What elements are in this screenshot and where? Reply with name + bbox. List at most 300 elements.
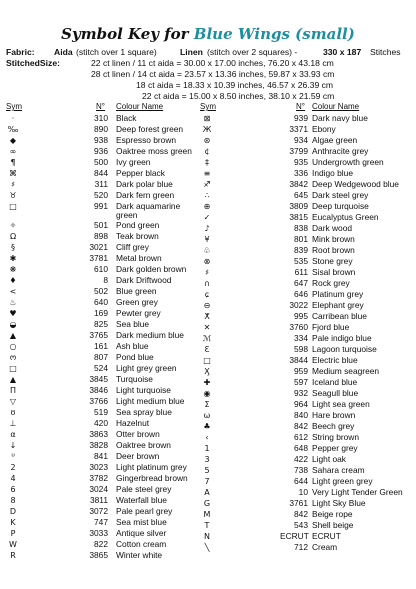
symbol-icon: ⊗ [203,257,211,266]
color-number: 646 [294,289,308,299]
size-line: 22 ct aida = 15.00 x 8.50 inches, 38.10 x 21.59 cm [142,91,335,101]
color-row [200,399,410,410]
symbol-icon: ᓑ [11,452,15,461]
left-column-header [6,102,206,112]
color-name: Turquoise [116,374,153,384]
color-name: Black [116,113,137,123]
symbol-icon: ⊖ [203,301,211,310]
symbol-icon: R [10,551,16,560]
symbol-icon: G [203,499,211,508]
symbol-icon: ¥ [204,235,210,244]
fabric-linen-detail: (stitch over 2 squares) - [207,47,298,57]
symbol-icon: ✕ [203,323,211,332]
color-name: Hare brown [312,410,356,420]
color-row [6,374,206,385]
color-row [200,476,410,487]
color-number: 3072 [89,506,108,516]
fabric-linen: Linen [180,47,203,57]
color-row [200,542,410,553]
size-line: 18 ct aida = 18.33 x 10.39 inches, 46.57 x 26.39 cm [136,80,334,90]
color-name: Sea mist blue [116,517,167,527]
color-number: 610 [94,264,108,274]
symbol-icon: ♯ [205,268,209,277]
color-row [6,253,206,264]
color-row [200,256,410,267]
stitch-unit: Stitches [370,47,401,57]
color-number: 422 [294,454,308,464]
color-name: Blue green [116,286,157,296]
color-number: 839 [294,245,308,255]
color-name: Pewter grey [116,308,161,318]
color-row [200,520,410,531]
symbol-icon: ო [9,353,17,362]
fabric-info [6,47,412,102]
symbol-icon: N [204,532,210,541]
color-number: 898 [94,231,108,241]
symbol-icon: ○ [9,342,17,351]
color-number: 3844 [289,355,308,365]
size-line: 28 ct linen / 14 ct aida = 23.57 x 13.36 inches, 59.87 x 33.93 cm [91,69,335,79]
header-name: Colour Name [312,102,360,111]
color-row [200,157,410,168]
color-name: Electric blue [312,355,358,365]
symbol-icon: A [204,488,210,497]
symbol-icon: ◒ [9,320,17,329]
color-name: Gingerbread brown [116,473,188,483]
color-number: ECRUT [280,531,309,541]
color-row [200,465,410,476]
symbol-icon: D [9,507,17,516]
color-number: 3371 [289,124,308,134]
color-row [6,220,206,231]
symbol-icon: Π [9,386,16,395]
color-name: Pepper black [116,168,165,178]
symbol-icon: ⊠ [203,114,211,123]
size-row [6,91,412,102]
symbol-icon: 6 [10,485,16,494]
color-row [6,330,206,341]
color-name: Shell beige [312,520,354,530]
color-number: 543 [294,520,308,530]
color-number: 932 [294,388,308,398]
color-number: 825 [94,319,108,329]
color-number: 420 [94,418,108,428]
color-number: 935 [294,157,308,167]
color-number: 995 [294,311,308,321]
symbol-icon: ▲ [9,331,17,340]
color-number: 3815 [289,212,308,222]
symbol-icon: 5 [204,466,210,475]
symbol-icon: ◉ [203,389,211,398]
color-row [6,242,206,253]
color-name: Dark aquamarine green [116,201,181,220]
color-name: Deer brown [116,451,160,461]
color-name: Indigo blue [312,168,353,178]
color-row [6,231,206,242]
color-number: 644 [294,476,308,486]
color-row [6,429,206,440]
color-row [6,124,206,135]
color-number: 934 [294,135,308,145]
color-number: 939 [294,113,308,123]
color-name: Pale indigo blue [312,333,372,343]
color-row [200,355,410,366]
color-name: Dark wood [312,223,353,233]
color-row [200,377,410,388]
color-row [200,245,410,256]
color-row [200,344,410,355]
color-row [200,300,410,311]
header-num: N° [296,102,305,111]
color-name: Pepper grey [312,443,358,453]
color-row [200,366,410,377]
symbol-icon: ♯ [11,180,15,189]
color-name: Teak brown [116,231,159,241]
color-number: 3761 [289,498,308,508]
color-number: 3023 [89,462,108,472]
color-number: 844 [94,168,108,178]
color-name: Dark golden brown [116,264,187,274]
fabric-aida: Aida [54,47,73,57]
color-row [200,135,410,146]
color-row [6,264,206,275]
color-name: Eucalyptus Green [312,212,379,222]
symbol-icon: ♉ [9,191,17,200]
symbol-icon: ⵅ [204,312,210,321]
color-row [200,168,410,179]
color-name: Light green grey [312,476,373,486]
color-number: 640 [94,297,108,307]
color-row [6,539,206,550]
color-number: 519 [94,407,108,417]
color-number: 597 [294,377,308,387]
color-name: Medium seagreen [312,366,380,376]
color-name: Dark navy blue [312,113,368,123]
color-name: ECRUT [312,531,341,541]
symbol-icon: ↓ [9,441,17,450]
color-row [6,168,206,179]
symbol-icon: ✓ [203,213,211,222]
color-name: Anthracite grey [312,146,369,156]
color-row [6,352,206,363]
color-row [200,498,410,509]
color-name: Deep turquoise [312,201,369,211]
color-number: 336 [294,168,308,178]
symbol-icon: ✚ [203,378,211,387]
color-name: Lagoon turquoise [312,344,377,354]
color-number: 3024 [89,484,108,494]
color-name: Cotton cream [116,539,167,549]
color-name: Ash blue [116,341,149,351]
color-row [200,179,410,190]
symbol-icon: Ӽ [204,367,210,376]
symbol-icon: 2 [10,463,16,472]
color-row [200,421,410,432]
color-name: Oaktree brown [116,440,171,450]
symbol-icon: □ [203,356,211,365]
symbol-icon: ℳ [202,334,212,343]
symbol-icon: ∩ [204,279,210,288]
symbol-icon: ⊥ [9,419,17,428]
symbol-icon: ⌘ [9,169,17,178]
color-number: 10 [298,487,308,497]
color-row [200,223,410,234]
color-name: Deep forest green [116,124,184,134]
color-name: Light medium blue [116,396,185,406]
color-name: Carribean blue [312,311,367,321]
color-name: Cream [312,542,338,552]
color-row [200,124,410,135]
color-row [200,289,410,300]
symbol-icon: ♐ [203,180,211,189]
color-number: 3863 [89,429,108,439]
color-row [6,440,206,451]
color-number: 3766 [89,396,108,406]
color-row [200,322,410,333]
color-name: Rock grey [312,278,350,288]
color-name: Winter white [116,550,163,560]
stitch-count: 330 x 187 [323,47,362,57]
symbol-icon: ω [203,411,211,420]
color-row [200,487,410,498]
color-name: Stone grey [312,256,353,266]
color-name: Green grey [116,297,158,307]
color-row [6,146,206,157]
symbol-icon: ✱ [9,254,17,263]
color-row [200,201,410,212]
color-number: 3828 [89,440,108,450]
color-name: Root brown [312,245,355,255]
page-title [0,25,416,43]
color-name: Light sea green [312,399,370,409]
color-number: 520 [94,190,108,200]
color-row [6,135,206,146]
color-number: 3781 [89,253,108,263]
color-number: 841 [94,451,108,461]
color-name: Very Light Tender Green [312,487,403,497]
color-row [200,278,410,289]
color-row [200,432,410,443]
symbol-icon: ⊛ [203,136,211,145]
symbol-icon: T [204,521,210,530]
color-number: 3846 [89,385,108,395]
color-row [200,509,410,520]
color-number: 500 [94,157,108,167]
symbol-icon: P [10,529,16,538]
color-name: Elephant grey [312,300,364,310]
color-number: 3021 [89,242,108,252]
symbol-icon: ╲ [204,543,210,552]
symbol-icon: ‰ [7,125,19,134]
color-name: Undergrowth green [312,157,384,167]
color-row [6,319,206,330]
color-row [6,157,206,168]
color-name: Ivy green [116,157,151,167]
color-number: 310 [94,113,108,123]
symbol-icon: □ [9,364,17,373]
color-name: Pale steel grey [116,484,172,494]
size-row [6,80,412,91]
color-name: Ebony [312,124,336,134]
color-name: Light platinum grey [116,462,187,472]
color-number: 842 [294,509,308,519]
symbol-icon: 4 [10,474,16,483]
color-number: 645 [294,190,308,200]
color-name: Pale pearl grey [116,506,173,516]
right-column-header [200,102,410,112]
color-number: 3865 [89,550,108,560]
symbol-icon: ∞ [9,147,17,156]
color-name: Beige rope [312,509,353,519]
color-name: Dark medium blue [116,330,184,340]
color-row [6,286,206,297]
symbol-icon: ♧ [203,246,211,255]
fabric-row [6,47,412,58]
color-name: Sisal brown [312,267,356,277]
color-name: Dark polar blue [116,179,173,189]
color-number: 991 [94,201,108,211]
color-name: Pond blue [116,352,154,362]
color-name: Mink brown [312,234,355,244]
symbol-icon: ♦ [9,276,17,285]
symbol-icon: W [9,540,17,549]
color-number: 959 [294,366,308,376]
color-number: 807 [94,352,108,362]
color-row [6,275,206,286]
color-row [200,146,410,157]
symbol-icon: ▲ [9,375,17,384]
symbol-icon: § [11,243,15,252]
color-number: 502 [94,286,108,296]
stitched-size-label: StitchedSize: [6,58,60,68]
color-row [200,267,410,278]
color-number: 712 [294,542,308,552]
symbol-icon: Σ [204,400,210,409]
color-row [6,517,206,528]
size-line: 22 ct linen / 11 ct aida = 30.00 x 17.00 inches, 76.20 x 43.18 cm [91,58,334,68]
symbol-icon: ✧ [9,221,17,230]
color-row [6,528,206,539]
color-row [6,341,206,352]
color-name: Light oak [312,454,346,464]
color-row [6,418,206,429]
color-row [6,201,206,220]
color-row [6,550,206,561]
color-name: Waterfall blue [116,495,167,505]
color-number: 738 [294,465,308,475]
symbol-icon: ♣ [203,422,211,431]
color-name: Hazelnut [116,418,150,428]
header-sym: Sym [200,102,216,111]
color-number: 842 [294,421,308,431]
color-name: Light turquoise [116,385,171,395]
color-number: 3809 [289,201,308,211]
title-pattern-name: Blue Wings (small) [193,25,355,43]
color-row [200,454,410,465]
symbol-icon: ❋ [9,265,17,274]
symbol-icon: ʊ [10,408,16,417]
color-number: 647 [294,278,308,288]
symbol-icon: M [203,510,211,519]
fabric-aida-detail: (stitch over 1 square) [76,47,157,57]
color-name: Espresso brown [116,135,177,145]
symbol-icon: · [11,114,15,123]
color-row [6,385,206,396]
symbol-icon: ♨ [9,298,17,307]
color-name: Dark fern green [116,190,175,200]
color-name: Cliff grey [116,242,149,252]
color-number: 3760 [289,322,308,332]
color-number: 822 [94,539,108,549]
color-row [6,407,206,418]
symbol-icon: ♪ [204,224,210,233]
color-row [6,462,206,473]
color-name: Light Sky Blue [312,498,366,508]
color-row [6,179,206,190]
color-number: 938 [94,135,108,145]
color-number: 838 [294,223,308,233]
color-number: 890 [94,124,108,134]
color-name: Otter brown [116,429,160,439]
color-row [200,388,410,399]
color-row [6,297,206,308]
color-name: Deep Wedgewood blue [312,179,399,189]
color-number: 3033 [89,528,108,538]
color-row [6,113,206,124]
symbol-icon: Ɛ [204,345,210,354]
symbol-icon: ɕ [204,290,210,299]
symbol-icon: ⊕ [203,202,211,211]
color-name: Iceland blue [312,377,358,387]
color-name: Oaktree moss green [116,146,192,156]
color-name: Metal brown [116,253,162,263]
title-prefix: Symbol Key for [61,25,189,43]
color-row [200,190,410,201]
color-number: 611 [294,267,308,277]
color-number: 3022 [289,300,308,310]
color-number: 169 [94,308,108,318]
color-row [200,443,410,454]
color-number: 535 [294,256,308,266]
color-row [200,234,410,245]
symbol-icon: Ж [202,125,212,134]
symbol-icon: ¶ [10,158,16,167]
color-number: 334 [294,333,308,343]
color-number: 8 [103,275,108,285]
symbol-icon: α [10,430,16,439]
symbol-icon: ◆ [9,136,17,145]
color-name: Beech grey [312,421,355,431]
header-name: Colour Name [116,102,164,111]
color-row [6,363,206,374]
color-number: 801 [294,234,308,244]
symbol-icon: ▽ [9,397,17,406]
color-number: 648 [294,443,308,453]
color-row [6,451,206,462]
color-row [200,311,410,322]
header-sym: Sym [6,102,22,111]
color-row [6,495,206,506]
color-number: 3845 [89,374,108,384]
symbol-icon: ∴ [204,191,210,200]
symbol-icon: K [10,518,16,527]
symbol-icon: Ω [9,232,17,241]
color-number: 524 [94,363,108,373]
symbol-icon: 1 [204,444,210,453]
color-number: 3782 [89,473,108,483]
color-row [6,308,206,319]
symbol-icon: □ [9,202,17,211]
